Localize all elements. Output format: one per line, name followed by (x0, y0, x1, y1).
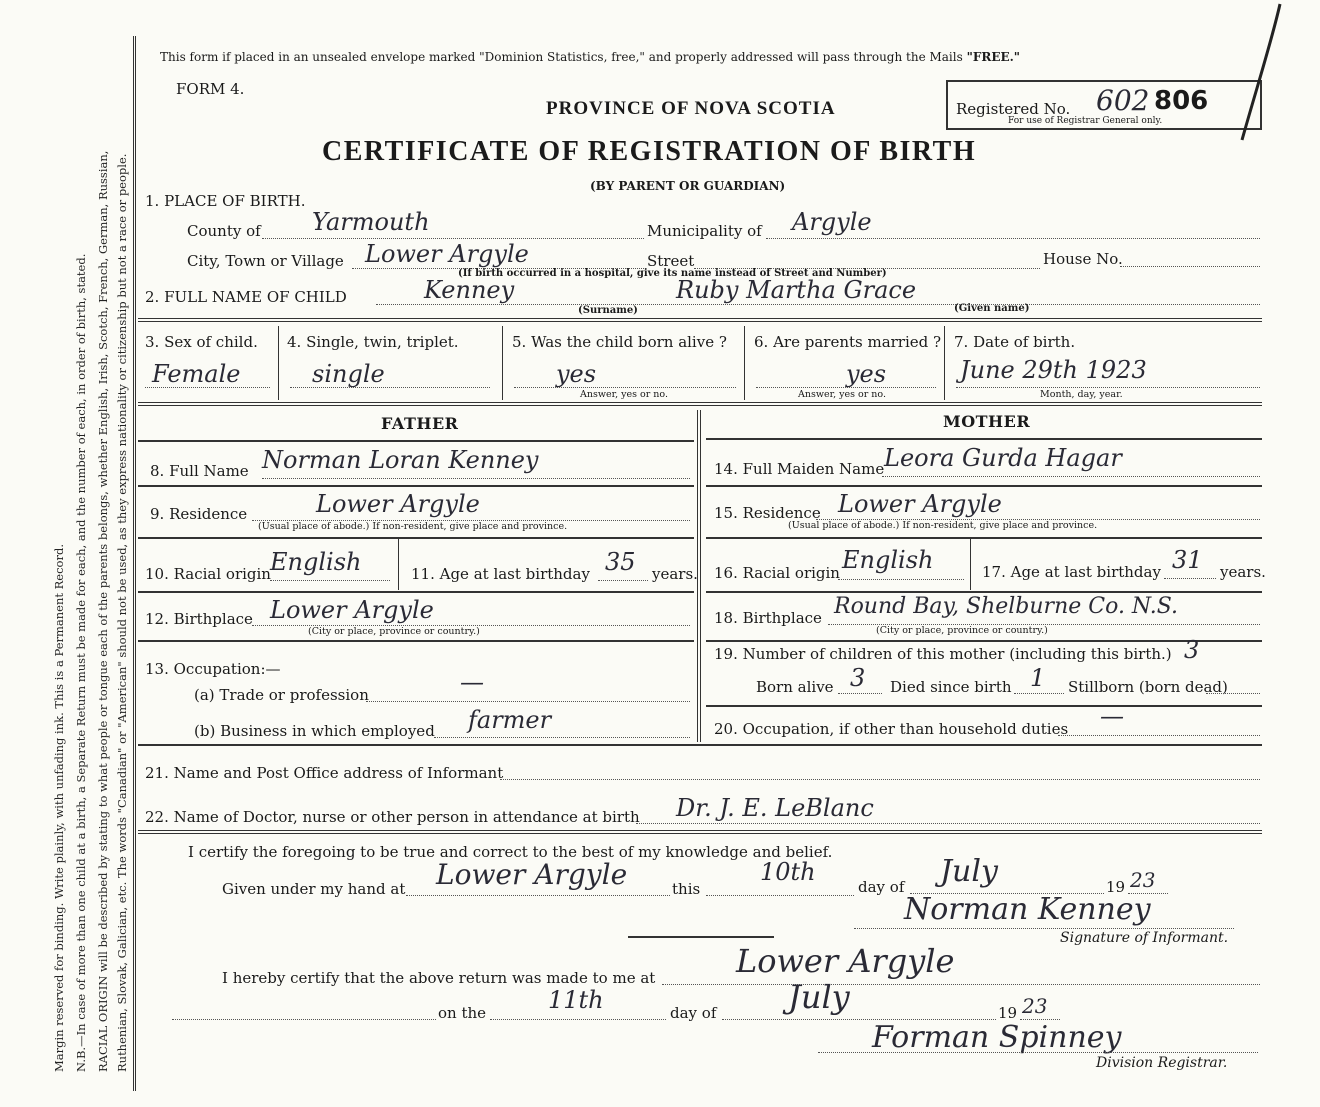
informant-label: 21. Name and Post Office address of Informant (145, 764, 504, 782)
mother-residence-note: (Usual place of abode.) If non-resident, give place and province. (788, 520, 1098, 531)
hospital-note: (If birth occurred in a hospital, give its name instead of Street and Number) (458, 268, 887, 279)
county-line (262, 238, 644, 239)
dob-caption: Month, day, year. (1040, 389, 1123, 400)
place-heading: 1. PLACE OF BIRTH. (145, 192, 306, 210)
single-value: single (312, 360, 385, 388)
father-racial-divider (398, 539, 399, 590)
mother-rule-4 (706, 591, 1262, 593)
registrar-year-prefix: 19 (998, 1004, 1018, 1022)
dob-value: June 29th 1923 (960, 356, 1147, 384)
mother-age-line (1164, 578, 1216, 579)
informant-signature-line (854, 928, 1234, 929)
street-label: Street (647, 252, 695, 270)
margin-note-racial-origin-cont: Ruthenian, Slovak, Galician, etc. The words "Canadian" or "American" should not be used, as they express nationality or citizenship but not a race or people. (115, 153, 129, 1072)
doctor-value: Dr. J. E. LeBlanc (676, 794, 874, 822)
margin-note-racial-origin: RACIAL ORIGIN will be described by stating to what people or tongue each of the parents belongs, whether English, Irish, Scotch, French, German, Russian, (96, 150, 110, 1072)
father-heading: FATHER (381, 414, 459, 433)
given-this-label: this (672, 880, 701, 898)
child-name-line (376, 304, 1260, 305)
mother-rule-5 (706, 640, 1262, 642)
row-divider-4 (944, 326, 945, 400)
given-year-prefix: 19 (1106, 878, 1126, 896)
county-label: County of (187, 222, 261, 240)
mail-note (160, 50, 1020, 64)
certificate-title: CERTIFICATE OF REGISTRATION OF BIRTH (322, 136, 977, 167)
father-residence-label: 9. Residence (150, 505, 248, 523)
single-label: 4. Single, twin, triplet. (287, 333, 459, 351)
registered-number-hand: 602 (1096, 84, 1150, 117)
mother-occupation-value: — (1100, 702, 1124, 730)
mother-heading: MOTHER (943, 412, 1031, 431)
given-day-line (706, 895, 854, 896)
informant-signature: Norman Kenney (904, 892, 1151, 927)
father-rule-4 (138, 591, 694, 593)
mother-rule-3 (706, 537, 1262, 539)
father-name-value: Norman Loran Kenney (262, 446, 539, 474)
father-name-line (262, 478, 690, 479)
given-under-hand-label: Given under my hand at (222, 880, 406, 898)
registered-label: Registered No. (956, 100, 1071, 118)
mother-name-line (882, 476, 1260, 477)
mother-racial-label: 16. Racial origin (714, 564, 840, 582)
city-value: Lower Argyle (365, 240, 529, 268)
registrar-day-line (490, 1019, 666, 1020)
informant-line (500, 779, 1260, 780)
mother-name-label: 14. Full Maiden Name (714, 460, 885, 478)
died-value: 1 (1030, 664, 1046, 692)
alive-value: yes (556, 360, 597, 388)
given-day-value: 10th (760, 858, 816, 886)
stillborn-label: Stillborn (born dead) (1068, 678, 1228, 696)
mother-rule-2 (706, 485, 1262, 487)
given-place-value: Lower Argyle (436, 858, 628, 891)
mother-residence-value: Lower Argyle (838, 490, 1002, 518)
mother-name-value: Leora Gurda Hagar (884, 444, 1122, 472)
alive-caption: Answer, yes or no. (580, 389, 669, 400)
father-trade-value: — (460, 668, 484, 696)
doctor-line (636, 823, 1260, 824)
father-rule-1 (138, 440, 694, 442)
house-label: House No. (1043, 250, 1123, 268)
father-trade-label: (a) Trade or profession (194, 686, 369, 704)
certificate-subtitle: (BY PARENT OR GUARDIAN) (590, 179, 786, 193)
father-racial-value: English (270, 548, 362, 576)
margin-rule (133, 36, 136, 1091)
registrar-on-the-label: on the (438, 1004, 487, 1022)
doctor-label: 22. Name of Doctor, nurse or other person in attendance at birth (145, 808, 640, 826)
mother-age-value: 31 (1172, 546, 1203, 574)
father-racial-line (270, 580, 390, 581)
county-value: Yarmouth (312, 208, 430, 236)
row-divider-3 (744, 326, 745, 400)
mother-racial-line (838, 579, 964, 580)
stillborn-line (1206, 693, 1260, 694)
registrar-use-note: For use of Registrar General only. (1008, 116, 1163, 126)
dob-label: 7. Date of birth. (954, 333, 1076, 351)
father-birthplace-value: Lower Argyle (270, 596, 434, 624)
registrar-place-line (662, 984, 1260, 985)
sex-value: Female (152, 360, 241, 388)
mother-birthplace-label: 18. Birthplace (714, 609, 822, 627)
father-business-line (434, 737, 690, 738)
father-age-line (598, 580, 648, 581)
father-occupation-label: 13. Occupation:— (145, 660, 281, 678)
given-year-value: 23 (1130, 868, 1156, 892)
registrar-signature-line (818, 1052, 1258, 1053)
father-rule-3 (138, 537, 694, 539)
given-place-line (406, 895, 670, 896)
rule-before-parents (138, 402, 1262, 406)
mother-children-value: 3 (1184, 636, 1200, 664)
rule-before-certify (138, 830, 1262, 834)
mother-age-label: 17. Age at last birthday (982, 563, 1161, 581)
given-name-caption: (Given name) (954, 303, 1030, 314)
municipality-value: Argyle (792, 208, 872, 236)
registration-box (946, 80, 1262, 130)
certify-statement: I certify the foregoing to be true and correct to the best of my knowledge and belief. (188, 843, 833, 861)
mother-birthplace-value: Round Bay, Shelburne Co. N.S. (834, 594, 1179, 619)
mother-occupation-label: 20. Occupation, if other than household duties (714, 720, 1069, 738)
given-month-value: July (940, 854, 998, 889)
born-alive-value: 3 (850, 664, 866, 692)
died-line (1014, 693, 1064, 694)
sex-label: 3. Sex of child. (145, 333, 258, 351)
registrar-day-value: 11th (548, 986, 604, 1014)
father-business-value: farmer (468, 706, 552, 734)
registrar-signature: Forman Spinney (872, 1020, 1122, 1055)
mother-residence-label: 15. Residence (714, 504, 821, 522)
father-trade-line (366, 701, 690, 702)
mother-occupation-line (1058, 735, 1260, 736)
child-name-label: 2. FULL NAME OF CHILD (145, 288, 347, 306)
father-birthplace-note: (City or place, province or country.) (308, 626, 480, 637)
died-label: Died since birth (890, 678, 1012, 696)
father-business-label: (b) Business in which employed (194, 722, 435, 740)
pen-stroke-mark (1228, 0, 1288, 150)
form-number: FORM 4. (176, 80, 245, 98)
alive-label: 5. Was the child born alive ? (512, 333, 727, 351)
mother-rule-1 (706, 438, 1262, 440)
municipality-line (766, 238, 1260, 239)
child-given-name: Ruby Martha Grace (676, 276, 917, 304)
mother-birthplace-note: (City or place, province or country.) (876, 625, 1048, 636)
certify-separator (628, 936, 774, 938)
father-residence-value: Lower Argyle (316, 490, 480, 518)
registrar-month-value: July (788, 978, 850, 1016)
mother-racial-divider (970, 539, 971, 590)
registrar-day-of-label: day of (670, 1004, 717, 1022)
mother-children-label: 19. Number of children of this mother (including this birth.) (714, 645, 1172, 663)
given-day-of-label: day of (858, 878, 905, 896)
dob-line (956, 387, 1260, 388)
mother-rule-6 (706, 705, 1262, 707)
father-racial-label: 10. Racial origin (145, 565, 271, 583)
registrar-place-value: Lower Argyle (736, 942, 955, 980)
married-caption: Answer, yes or no. (798, 389, 887, 400)
row-divider-2 (502, 326, 503, 400)
father-name-label: 8. Full Name (150, 462, 249, 480)
rule-after-parents (138, 744, 1262, 746)
informant-signature-caption: Signature of Informant. (1060, 930, 1229, 946)
mother-racial-value: English (842, 546, 934, 574)
registrar-signature-caption: Division Registrar. (1096, 1055, 1228, 1071)
father-residence-note: (Usual place of abode.) If non-resident, give place and province. (258, 521, 568, 532)
father-age-value: 35 (605, 548, 636, 576)
margin-note-binding: Margin reserved for binding. Write plainly, with unfading ink. This is a Permanent Record. (52, 544, 66, 1072)
registrar-year-value: 23 (1022, 994, 1048, 1018)
born-alive-line (838, 693, 882, 694)
margin-note-multiple-births: N.B.—In case of more than one child at a birth, a Separate Return must be made for each, and the number of each, in order of birth, stated. (74, 253, 88, 1072)
province-heading: PROVINCE OF NOVA SCOTIA (546, 98, 836, 119)
municipality-label: Municipality of (647, 222, 762, 240)
father-birthplace-label: 12. Birthplace (145, 610, 253, 628)
alive-line (514, 387, 736, 388)
surname-caption: (Surname) (578, 305, 638, 316)
mother-age-years: years. (1220, 563, 1266, 581)
row-divider-1 (278, 326, 279, 400)
married-label: 6. Are parents married ? (754, 333, 942, 351)
mail-note-free: "FREE." (966, 50, 1021, 64)
city-label: City, Town or Village (187, 252, 344, 270)
born-alive-label: Born alive (756, 678, 834, 696)
registrar-date-lead-line (172, 1019, 436, 1020)
father-age-label: 11. Age at last birthday (411, 565, 590, 583)
father-rule-2 (138, 485, 694, 487)
house-line (1120, 266, 1260, 267)
registered-number-stamp: 806 (1154, 86, 1209, 116)
father-age-years: years. (652, 565, 698, 583)
child-surname: Kenney (424, 276, 515, 304)
rule-after-child-name (138, 318, 1262, 322)
registrar-statement: I hereby certify that the above return was made to me at (222, 969, 656, 987)
married-value: yes (846, 360, 887, 388)
father-rule-5 (138, 640, 694, 642)
mail-note-text: This form if placed in an unsealed envelope marked "Dominion Statistics, free," and properly addressed will pass through the Mails (160, 50, 967, 64)
